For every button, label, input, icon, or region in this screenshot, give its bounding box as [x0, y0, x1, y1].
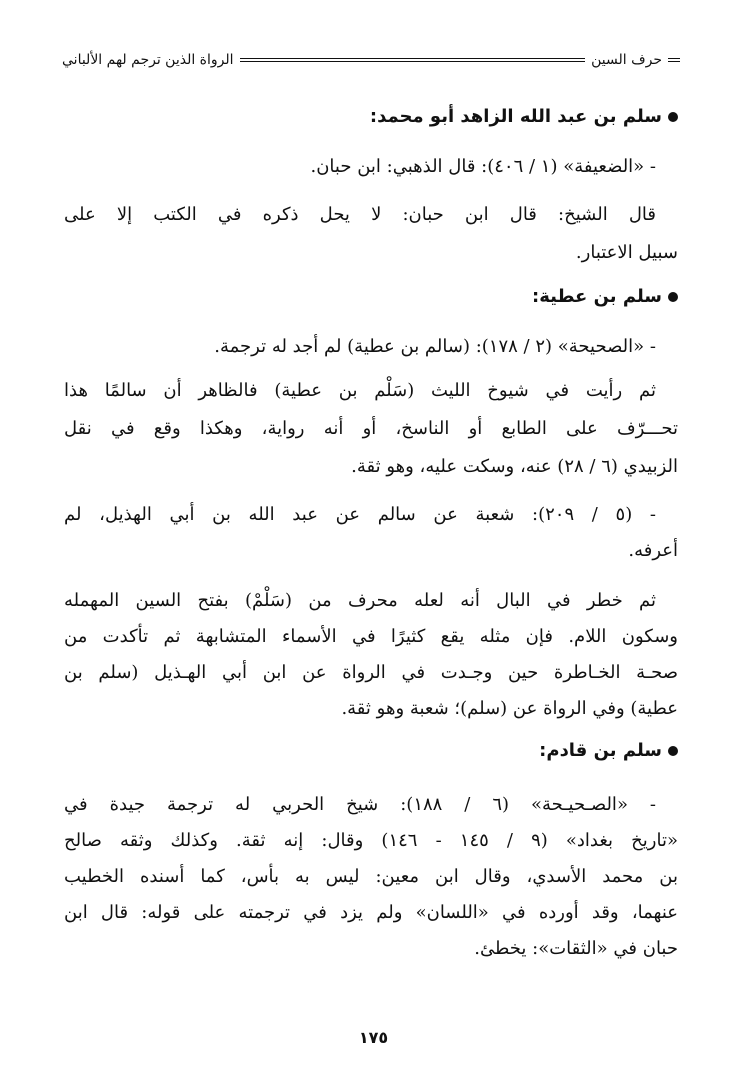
page-number: ١٧٥	[358, 1028, 389, 1047]
entry-line: سبيل الاعتبار.	[575, 242, 678, 263]
running-header	[62, 48, 680, 72]
entry-heading: سلم بن عطية:	[64, 288, 678, 306]
entry-line: قال الشيخ: قال ابن حبان: لا يحل ذكره في الكتب إلا على	[64, 204, 656, 225]
entry-heading: سلم بن عبد الله الزاهد أبو محمد:	[64, 108, 678, 126]
bullet-icon	[668, 746, 678, 756]
bullet-icon	[668, 292, 678, 302]
entry-line: صحـة الخـاطرة حين وجـدت في الرواة عن ابن أبي الهـذيل (سلم بن	[64, 662, 678, 683]
entry-line: عطية) وفي الرواة عن (سلم)؛ شعبة وهو ثقة.	[341, 698, 678, 719]
entry-line: - «الصـحيـحة» (٦ / ١٨٨): شيخ الحربي له ترجمة جيدة في	[64, 794, 656, 815]
entry-line: «تاريخ بغداد» (٩ / ١٤٥ - ١٤٦) وقال: إنه ثقة. وكذلك وثقه صالح	[64, 830, 679, 851]
entry-line: وسكون اللام. فإن مثله يقع كثيرًا في الأسماء المتشابهة ثم تأكدت من	[64, 626, 678, 647]
entry-line: - «الصحيحة» (٢ / ١٧٨): (سالم بن عطية) لم أجد له ترجمة.	[214, 336, 656, 357]
entry-line: الزبيدي (٦ / ٢٨) عنه، وسكت عليه، وهو ثقة.	[351, 456, 678, 477]
header-rule-short	[668, 58, 680, 62]
entry-heading: سلم بن قادم:	[64, 742, 678, 760]
entry-line: تحـــرّف على الطابع أو الناسخ، أو أنه رواية، وهكذا وقع في نقل	[64, 418, 678, 439]
entry-line: ثم رأيت في شيوخ الليث (سَلْم بن عطية) فالظاهر أن سالمًا هذا	[64, 380, 656, 401]
entry-line: ثم خطر في البال أنه لعله محرف من (سَلْمْ) بفتح السين المهمله	[64, 590, 656, 611]
entry-line: - (٥ / ٢٠٩): شعبة عن سالم عن عبد الله بن أبي الهذيل، لم	[64, 504, 656, 525]
entry-line: أعرفه.	[628, 540, 678, 561]
entry-line: عنهما، وقد أورده في «اللسان» ولم يزد في ترجمته على قوله: قال ابن	[64, 902, 678, 923]
bullet-icon	[668, 112, 678, 122]
header-rule-long	[240, 58, 586, 62]
header-title: الرواة الذين ترجم لهم الألباني	[62, 52, 234, 68]
header-section: حرف السين	[591, 52, 662, 68]
entry-line: بن محمد الأسدي، وقال ابن معين: ليس به بأس، كما أسنده الخطيب	[64, 866, 678, 887]
entry-line: - «الضعيفة» (١ / ٤٠٦): قال الذهبي: ابن حبان.	[310, 156, 656, 177]
entry-line: حبان في «الثقات»: يخطئ.	[474, 938, 678, 959]
